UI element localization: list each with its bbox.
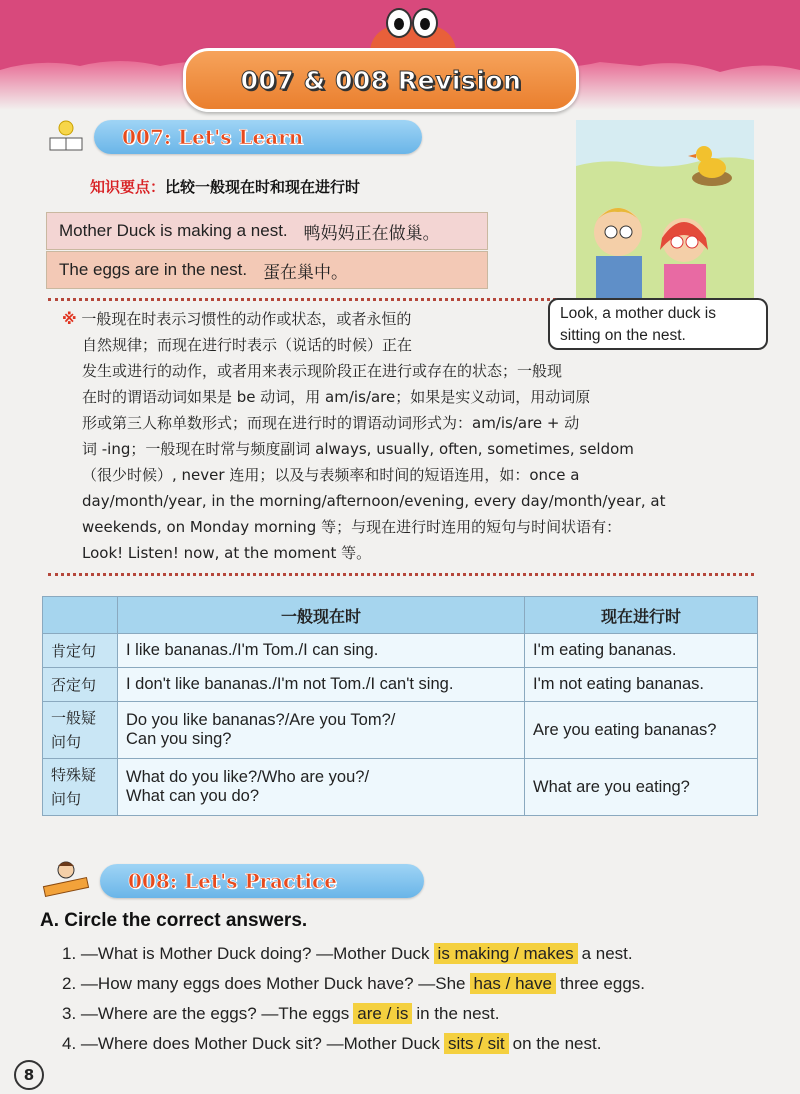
table-row	[43, 702, 758, 759]
key-point-label: 知识要点：	[90, 178, 166, 196]
learn-ribbon-label: 007: Let's Learn	[122, 125, 304, 149]
question-1	[62, 944, 633, 964]
row-label	[43, 702, 118, 759]
example-1-en: Mother Duck is making a nest.	[59, 221, 288, 240]
notes-line: 一般现在时表示习惯性的动作或状态，或者永恒的	[81, 310, 412, 328]
notes-line: 自然规律；而现在进行时表示（说话的时候）正在	[82, 336, 413, 354]
notes-line: 发生或进行的动作，或者用来表示现阶段正在进行或存在的状态；一般现	[82, 362, 563, 380]
question-text: —What is Mother Duck doing? —Mother Duck	[80, 944, 430, 963]
simple-present-cell	[118, 702, 525, 759]
pencil-kid-icon	[40, 858, 96, 898]
present-progressive-cell: What are you eating?	[525, 759, 758, 816]
question-4	[62, 1034, 601, 1054]
row-label-line: 一般疑	[51, 709, 97, 727]
question-number: 1.	[62, 944, 77, 963]
learn-ribbon	[94, 120, 422, 154]
present-progressive-cell: I'm not eating bananas.	[525, 668, 758, 702]
notes-line: Look! Listen! now, at the moment 等。	[82, 544, 372, 562]
question-text-end: a nest.	[581, 944, 633, 963]
duck-illustration	[576, 120, 754, 308]
note-mark-icon: ※	[62, 310, 77, 328]
page-number: 8	[14, 1060, 44, 1090]
table-row	[43, 634, 758, 668]
simple-present-cell: I don't like bananas./I'm not Tom./I can't sing.	[118, 668, 525, 702]
example-sentence-1	[46, 212, 488, 250]
simple-present-cell	[118, 759, 525, 816]
example-2-en: The eggs are in the nest.	[59, 260, 248, 279]
notes-line: 形或第三人称单数形式；而现在进行时的谓语动词形式为：am/is/are + 动	[82, 414, 580, 432]
notes-line: （很少时候）, never 连用；以及与表频率和时间的短语连用，如：once a	[82, 466, 580, 484]
cell-line: What do you like?/Who are you?/	[126, 768, 370, 786]
notes-line: weekends, on Monday morning 等；与现在进行时连用的短句与时间状语有：	[82, 518, 622, 536]
answer-choice[interactable]: has / have	[470, 973, 556, 994]
answer-choice[interactable]: are / is	[353, 1003, 412, 1024]
row-label-line: 特殊疑	[51, 766, 97, 784]
row-label-line: 问句	[51, 733, 82, 751]
answer-choice[interactable]: sits / sit	[444, 1033, 509, 1054]
question-text: —How many eggs does Mother Duck have? —She	[80, 974, 466, 993]
practice-ribbon	[100, 864, 424, 898]
question-3	[62, 1004, 500, 1024]
question-text-end: in the nest.	[416, 1004, 500, 1023]
cell-line: Do you like bananas?/Are you Tom?/	[126, 711, 396, 729]
notes-line: 词 -ing；一般现在时常与频度副词 always, usually, often, sometimes, seldom	[82, 440, 634, 458]
mascot-eyes	[386, 8, 440, 40]
illustration-scene	[576, 120, 754, 308]
question-2	[62, 974, 645, 994]
question-number: 2.	[62, 974, 77, 993]
row-label-line: 问句	[51, 790, 82, 808]
simple-present-cell: I like bananas./I'm Tom./I can sing.	[118, 634, 525, 668]
example-sentence-2	[46, 251, 488, 289]
question-number: 3.	[62, 1004, 77, 1023]
question-text: —Where does Mother Duck sit? —Mother Duck	[80, 1034, 440, 1053]
tense-comparison-table	[42, 596, 758, 816]
table-row	[43, 759, 758, 816]
present-progressive-cell: Are you eating bananas?	[525, 702, 758, 759]
practice-ribbon-label: 008: Let's Practice	[128, 869, 337, 893]
table-row	[43, 668, 758, 702]
speech-bubble: Look, a mother duck is sitting on the nest.	[548, 298, 768, 350]
cell-line: Can you sing?	[126, 730, 232, 748]
row-label: 肯定句	[43, 634, 118, 668]
question-text: —Where are the eggs? —The eggs	[80, 1004, 350, 1023]
present-progressive-cell: I'm eating bananas.	[525, 634, 758, 668]
exercise-title: A. Circle the correct answers.	[40, 910, 308, 931]
example-1-cn: 鸭妈妈正在做巢。	[303, 223, 440, 243]
example-2-cn: 蛋在巢中。	[263, 262, 349, 282]
answer-choice[interactable]: is making / makes	[434, 943, 578, 964]
notes-line: 在时的谓语动词如果是 be 动词，用 am/is/are；如果是实义动词，用动词原	[82, 388, 591, 406]
book-lightbulb-icon	[46, 118, 86, 154]
key-point-text: 比较一般现在时和现在进行时	[165, 178, 361, 196]
notes-line: day/month/year, in the morning/afternoon/evening, every day/month/year, at	[82, 492, 666, 510]
question-number: 4.	[62, 1034, 77, 1053]
question-text-end: on the nest.	[512, 1034, 602, 1053]
question-text-end: three eggs.	[559, 974, 646, 993]
table-header	[43, 597, 118, 634]
key-point-heading	[90, 176, 360, 197]
row-label	[43, 759, 118, 816]
page-title: 007 & 008 Revision	[240, 65, 522, 95]
page-title-banner	[183, 48, 579, 112]
table-header: 现在进行时	[525, 597, 758, 634]
row-label: 否定句	[43, 668, 118, 702]
cell-line: What can you do?	[126, 787, 259, 805]
table-header: 一般现在时	[118, 597, 525, 634]
